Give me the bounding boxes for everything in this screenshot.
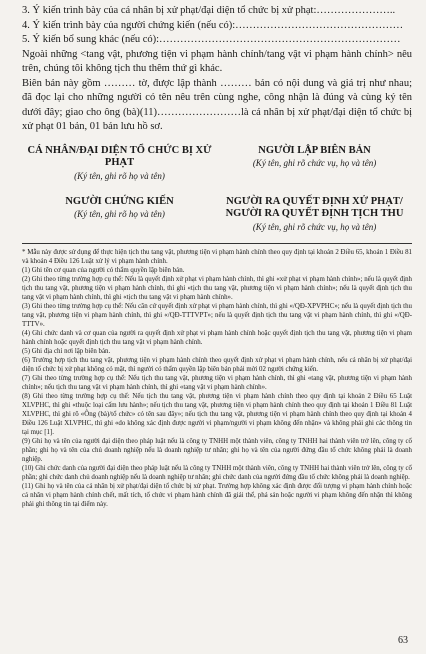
minutes-note: Biên bản này gồm ……… tờ, được lập thành ……… bản có nội dung và giá trị như nhau; đã đọc lại cho những người có tên nêu trên cùng nghe, công nhận là đúng và cùng ký tên dưới đây; giao cho ông (bà)(11)……………………là cá nhân bị xử phạt/đại diện tổ chức bị xử phạt 01 bản, 01 bản lưu hồ sơ. [22,77,412,132]
page-number: 63 [398,635,408,646]
signature-title: NGƯỜI CHỨNG KIẾN [65,195,174,207]
footnote: (3) Ghi theo từng trường hợp cụ thể: Nếu căn cứ quyết định xử phạt vi phạm hành chính, thì ghi «/QĐ-XPVPHC»; nếu là quyết định tịch thu tang vật, phương tiện vi phạm hành chính, thì ghi «/QĐ-TTTVPT»; nếu là quyết định tịch thu tang vật vi phạm hành chính, thì ghi «/QĐ-TTTV». [22,302,412,328]
signature-note: (Ký tên, ghi rõ họ và tên) [74,209,165,219]
signature-title: CÁ NHÂN/ĐẠI DIỆN TỔ CHỨC BỊ XỬ PHẠT [27,144,212,168]
footnotes [22,248,412,509]
item-4: 4. Ý kiến trình bày của người chứng kiến (nếu có):………………………………………… [22,19,404,31]
signature-violator [22,145,217,182]
footnote: (4) Ghi chức danh và cơ quan của người ra quyết định xử phạt vi phạm hành chính hoặc quyết định tịch thu tang vật, phương tiện vi phạm hành chính hoặc quyết định tịch thu tang vật vi phạm hành chính. [22,329,412,346]
footnote: (1) Ghi tên cơ quan của người có thẩm quyền lập biên bản. [22,266,185,274]
footnote: (5) Ghi địa chỉ nơi lập biên bản. [22,347,111,355]
signature-recorder [217,145,412,182]
signature-witness [22,196,217,233]
signature-note: (Ký tên, ghi rõ họ và tên) [74,170,165,181]
footnote: (10) Ghi chức danh của người đại diện theo pháp luật nếu là công ty TNHH một thành viên, công ty TNHH hai thành viên trở lên, công ty cổ phần; ghi chức danh chủ doanh nghiệp nếu là doanh nghiệp tư nhân; ghi chức danh của người đứng đầu tổ chức không phải là doanh nghiệp. [22,464,412,481]
confiscation-note: Ngoài những <tang vật, phương tiện vi phạm hành chính/tang vật vi phạm hành chính> nêu trên, chúng tôi không tịch thu thêm thứ gì khác. [22,48,412,74]
footnote: (9) Ghi họ và tên của người đại diện theo pháp luật nếu là công ty TNHH một thành viên, công ty TNHH hai thành viên trở lên, công ty cổ phần; ghi họ và tên của chủ doanh nghiệp nếu là doanh nghiệp tư nhân; ghi họ và tên của người đứng đầu tổ chức không phải là doanh nghiệp. [22,437,412,463]
signature-row-2 [22,196,412,233]
signature-decision-maker [217,196,412,233]
signature-note: (Ký tên, ghi rõ chức vụ, họ và tên) [252,158,377,168]
footnote: (2) Ghi theo từng trường hợp cụ thể: Nếu là quyết định xử phạt vi phạm hành chính, thì ghi «xử phạt vi phạm hành chính»; nếu là quyết định tịch thu tang vật, phương tiện vi phạm hành chính, thì ghi «tịch thu tang vật, phương tiện vi phạm hành chính»; nếu là quyết định tịch thu tang vật vi phạm hành chính, thì ghi «tịch thu tang vật vi phạm hành chính». [22,275,412,301]
signature-title: NGƯỜI RA QUYẾT ĐỊNH XỬ PHẠT/ NGƯỜI RA QUYẾT ĐỊNH TỊCH THU [225,195,404,219]
item-3: 3. Ý kiến trình bày của cá nhân bị xử phạt/đại diện tổ chức bị xử phạt:………………….. [22,5,396,16]
footnote: (8) Ghi theo từng trường hợp cụ thể: Nếu tịch thu tang vật, phương tiện vi phạm hành chính theo quy định tại khoản 2 Điều 65 Luật XLVPHC, thì ghi «thuộc loại cấm lưu hành»; nếu tịch thu tang vật, phương tiện vi phạm hành chính theo quy định tại khoản 1 Điều 81 Luật XLVPHC, thì ghi rõ «Ông (bà)/tổ chức» có tên sau đây»; nếu tịch thu tang vật, phương tiện vi phạm hành chính theo quy định tại khoản 4 Điều 126 Luật XLVPHC, thì ghi «do không xác định được người vi phạm/người vi phạm không đến nhận» và không phải ghi các thông tin tại mục [1]. [22,392,412,436]
item-5: 5. Ý kiến bổ sung khác (nếu có):…………………………………………………………… [22,34,401,45]
footnote: (7) Ghi theo từng trường hợp cụ thể: Nếu tịch thu tang vật, phương tiện vi phạm hành chính, thì ghi «tang vật, phương tiện vi phạm hành chính»; nếu tịch thu tang vật vi phạm hành chính, thì ghi «tang vật vi phạm hành chính». [22,374,412,391]
footnote-divider [22,243,412,244]
footnote: (6) Trường hợp tịch thu tang vật, phương tiện vi phạm hành chính theo quyết định xử phạt vi phạm hành chính, nếu cá nhân bị xử phạt/đại diện tổ chức bị xử phạt không có mặt, thì người có thẩm quyền lập biên bản phải mời 02 người chứng kiến. [22,356,412,373]
footnote: (11) Ghi họ và tên của cá nhân bị xử phạt/đại diện tổ chức bị xử phạt. Trường hợp không xác định được đối tượng vi phạm hành chính hoặc cá nhân vi phạm hành chính chết, mất tích, tổ chức vi phạm hành chính đã giải thể, phá sản hoặc người vi phạm không đến nhận thì không phải ghi thông tin tại điểm này. [22,482,412,508]
signature-note: (Ký tên, ghi rõ chức vụ, họ và tên) [252,221,377,232]
footnote: * Mẫu này được sử dụng để thực hiện tịch thu tang vật, phương tiện vi phạm hành chính theo quy định tại khoản 2 Điều 65, khoản 1 Điều 81 và khoản 4 Điều 126 Luật xử lý vi phạm hành chính. [22,248,412,265]
signature-title: NGƯỜI LẬP BIÊN BẢN [258,144,371,156]
signature-row-1 [22,145,412,182]
